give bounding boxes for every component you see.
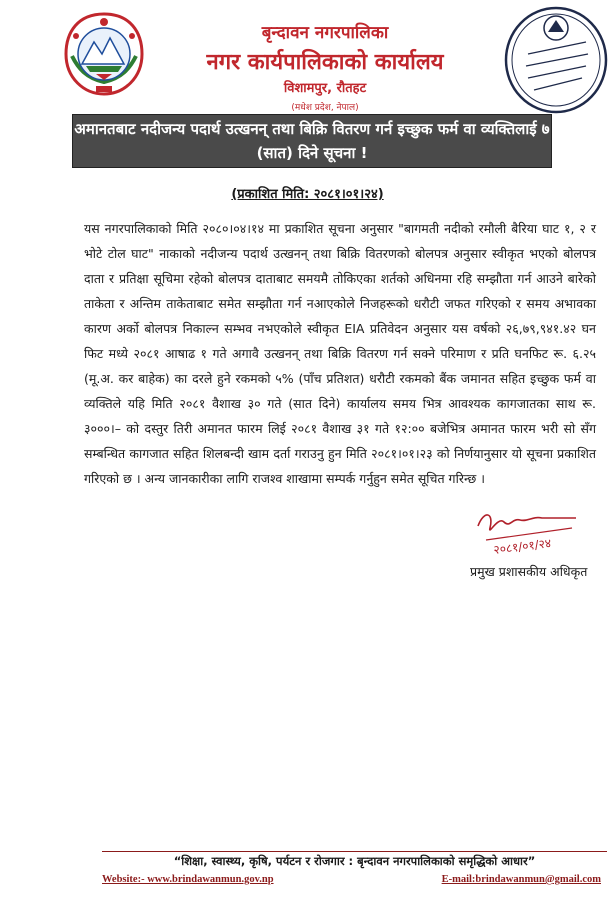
notice-title-bar (72, 114, 552, 168)
email-link[interactable]: E-mail:brindawanmun@gmail.com (441, 874, 601, 885)
handwritten-signature (472, 506, 584, 560)
office-name: नगर कार्यपालिकाको कार्यालय (206, 50, 444, 75)
published-date: (प्रकाशित मिति: २०८१।०१।२४) (231, 187, 384, 202)
office-province: (मधेश प्रदेश, नेपाल) (291, 103, 359, 113)
footer-motto: “शिक्षा, स्वास्थ्य, कृषि, पर्यटन र रोजगार : बृन्दावन नगरपालिकाको समृद्धिको आधार” (173, 854, 536, 868)
footer-divider (102, 851, 607, 852)
office-seal-icon (502, 4, 610, 116)
nepal-emblem-icon (58, 8, 150, 100)
website-link[interactable]: Website:- www.brindawanmun.gov.np (102, 874, 274, 885)
municipality-name: बृन्दावन नगरपालिका (261, 23, 389, 43)
signature-date: २०८१/०१/२४ (492, 536, 552, 557)
notice-title: अमानतबाट नदीजन्य पदार्थ उत्खनन् तथा बिक्रि वितरण गर्न इच्छुक फर्म वा व्यक्तिलाई ७ (सात) दिने सूचना ! (74, 120, 550, 162)
office-location: विशामपुर, रौतहट (283, 81, 367, 96)
signatory-role: प्रमुख प्रशासकीय अधिकृत (470, 564, 588, 579)
notice-body: यस नगरपालिकाको मिति २०८०।०४।१४ मा प्रकाशित सूचना अनुसार "बागमती नदीको रमौली बैरिया घाट १, २ र भोटे टोल घाट" नाकाको नदीजन्य पदार्थ उत्खनन् तथा बिक्रि वितरणको बोलपत्र अनुसार स्वीकृत भएको बोलपत्र दाता र प्रतिक्षा सूचिमा रहेको बोलपत्र दाताबाट समयमै तोकिएका शर्तको अधिनमा रहि सम्झौता गर्न आउने बारेको ताकेता र अन्तिम ताकेताबाट समेत सम्झौता गर्न नआएकोले निजहरूको धरौटी जफत गरिएको र समय अभावका कारण अर्को बोलपत्र निकाल्न सम्भव नभएकोले स्वीकृत EIA प्रतिवेदन अनुसार यस वर्षको २६,७९,९४१.४२ घन फिट मध्ये २०८१ आषाढ १ गते अगावै उत्खनन् तथा बिक्रि वितरण गर्न सक्ने परिमाण र प्रति घनफिट रू. ६.२५ (मू.अ. कर बाहेक) का दरले हुने रकमको ५% (पाँच प्रतिशत) धरौटी रकमको बैंक जमानत सहित इच्छुक फर्म वा व्यक्तिले यहि मिति २०८१ वैशाख ३० गते (सात दिने) कार्यालय समय भित्र आवश्यक कागजातका साथ रू. ३०००।– को दस्तुर तिरी अमानत फारम लिई २०८१ वैशाख ३१ गते १२:०० बजेभित्र अमानत फारम भरी सो सँग सम्बन्धित कागजात सहित शिलबन्दी खाम दर्ता गराउनु हुन मिति २०८१।०१।२३ को निर्णयानुसार यो सूचना प्रकाशित गरिएको छ । अन्य जानकारीका लागि राजश्व शाखामा सम्पर्क गर्नुहुन समेत सूचित गरिन्छ । (84, 221, 596, 486)
